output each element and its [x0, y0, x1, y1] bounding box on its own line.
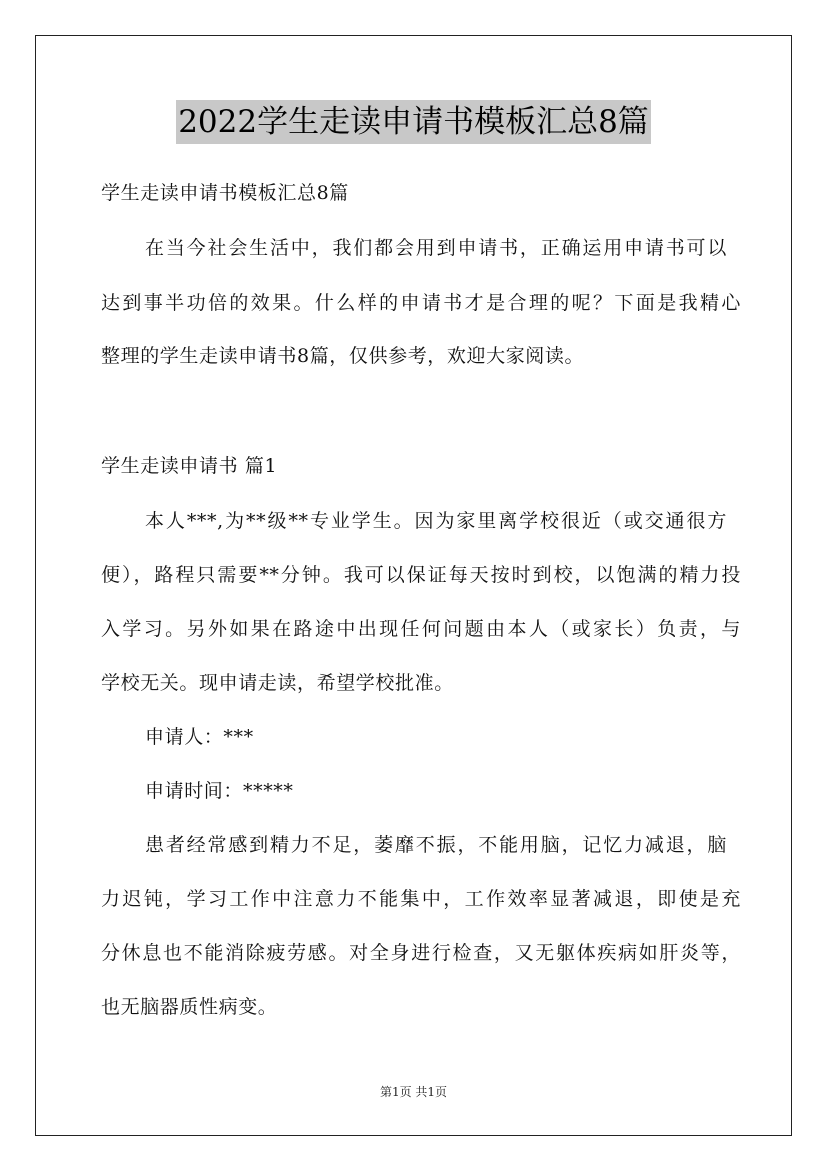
document-title: 2022学生走读申请书模板汇总8篇	[176, 100, 651, 144]
applicant-line: 申请人：***	[145, 726, 254, 748]
document-subtitle: 学生走读申请书模板汇总8篇	[101, 182, 349, 204]
extra-line-2: 力迟钝，学习工作中注意力不能集中，工作效率显著减退，即使是充	[101, 888, 741, 910]
body-line-3: 入学习。另外如果在路途中出现任何问题由本人（或家长）负责，与	[101, 618, 741, 640]
body-line-2: 便），路程只需要**分钟。我可以保证每天按时到校，以饱满的精力投	[101, 564, 741, 586]
section-heading: 学生走读申请书 篇1	[101, 455, 278, 477]
extra-line-3: 分休息也不能消除疲劳感。对全身进行检查，又无躯体疾病如肝炎等，	[101, 942, 741, 964]
extra-line-1: 患者经常感到精力不足，萎靡不振，不能用脑，记忆力减退，脑	[145, 834, 727, 856]
page-footer: 第1页 共1页	[379, 1085, 448, 1099]
date-line: 申请时间：*****	[145, 780, 294, 802]
intro-line-2: 达到事半功倍的效果。什么样的申请书才是合理的呢？下面是我精心	[101, 292, 741, 314]
intro-line-3: 整理的学生走读申请书8篇，仅供参考，欢迎大家阅读。	[101, 345, 585, 367]
body-line-1: 本人***,为**级**专业学生。因为家里离学校很近（或交通很方	[145, 510, 727, 532]
body-line-4: 学校无关。现申请走读，希望学校批准。	[101, 672, 454, 694]
extra-line-4: 也无脑器质性病变。	[101, 996, 278, 1018]
title-container	[0, 100, 827, 144]
intro-line-1: 在当今社会生活中，我们都会用到申请书，正确运用申请书可以	[145, 237, 727, 259]
